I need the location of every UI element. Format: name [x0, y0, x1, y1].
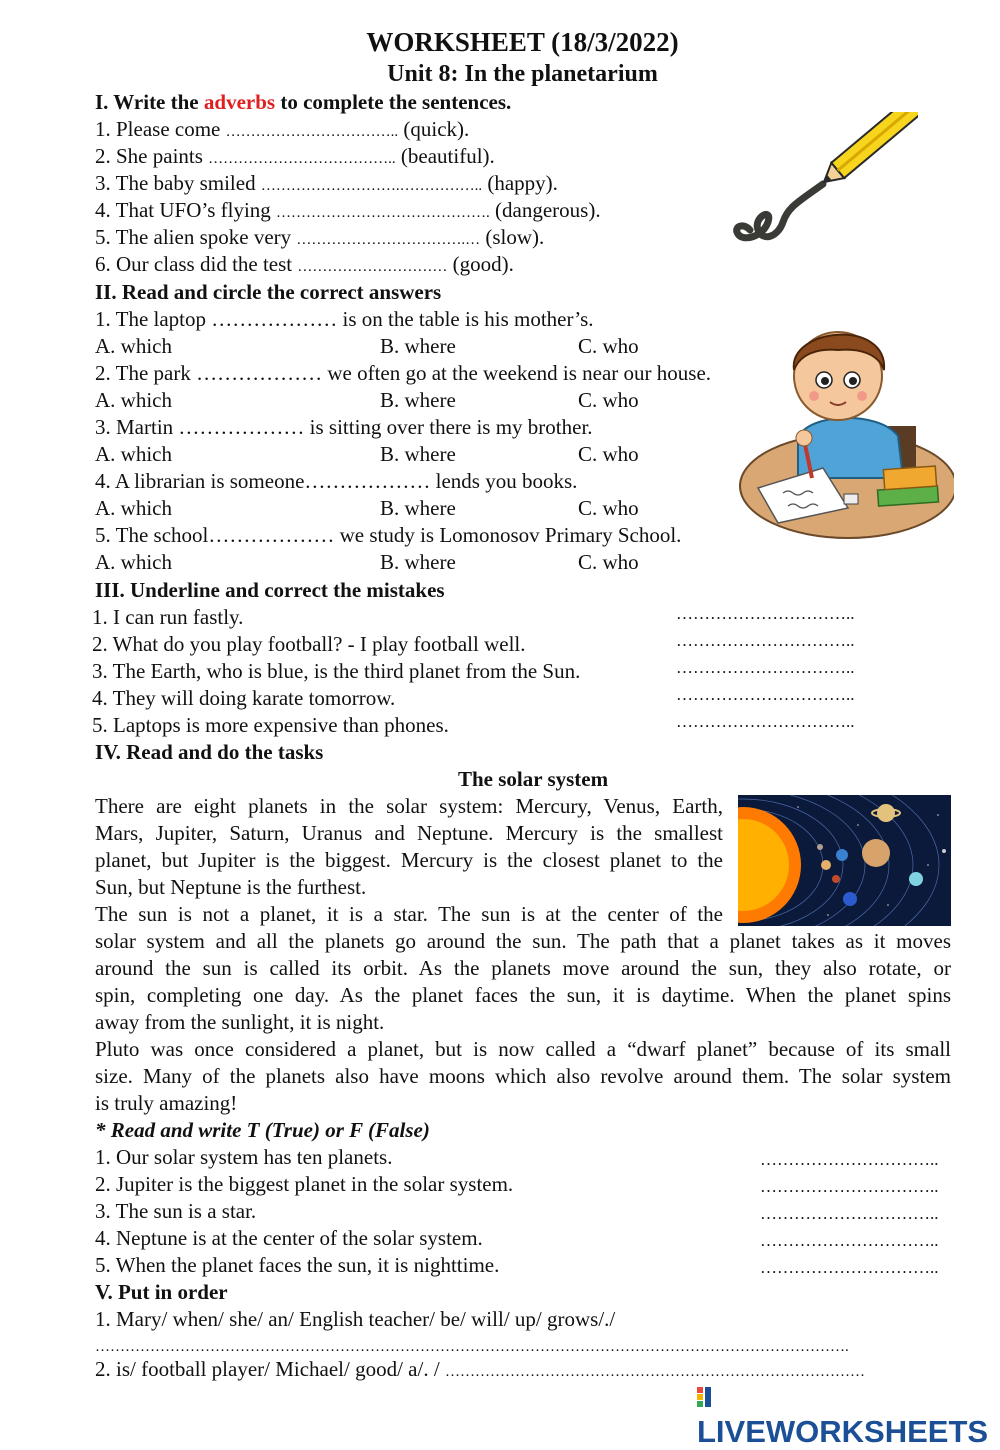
- mistake-sentence: 1. I can run fastly.: [92, 605, 244, 629]
- question-text: 1. Please come: [95, 117, 221, 141]
- liveworksheets-logo-icon: [697, 1385, 719, 1409]
- option-a[interactable]: A. which: [95, 388, 172, 412]
- question-text: 2. She paints: [95, 144, 203, 168]
- section1-heading: [95, 89, 511, 116]
- answer-blank[interactable]: …………………………….…: [296, 232, 481, 248]
- option-b[interactable]: B. where: [380, 388, 456, 412]
- pencil-icon: [728, 112, 918, 252]
- paragraph-line: away from the sunlight, it is night.: [95, 1010, 385, 1034]
- true-false-statement: 5. When the planet faces the sun, it is nighttime.: [95, 1253, 500, 1277]
- boy-studying-illustration: [738, 318, 954, 542]
- true-false-statement: 3. The sun is a star.: [95, 1199, 257, 1223]
- question-text: 5. The alien spoke very: [95, 225, 292, 249]
- option-c[interactable]: C. who: [578, 442, 639, 466]
- circle-question: 4. A librarian is someone……………… lends you books.: [95, 469, 578, 493]
- adverb-question: [95, 197, 601, 227]
- liveworksheets-watermark: [697, 1378, 1000, 1450]
- order-item-2-text: 2. is/ football player/ Michael/ good/ a/. /: [95, 1357, 440, 1381]
- paragraph-line: Pluto was once considered a planet, but is now called a “dwarf planet” because of its small: [95, 1037, 951, 1061]
- reading-title: The solar system: [458, 767, 609, 791]
- circle-question: 1. The laptop ……………… is on the table is his mother’s.: [95, 307, 594, 331]
- section4-heading: IV. Read and do the tasks: [95, 740, 324, 764]
- option-a[interactable]: A. which: [95, 550, 172, 574]
- watermark-text: LIVEWORKSHEETS: [697, 1414, 989, 1449]
- correction-blank[interactable]: …………………………..: [676, 658, 855, 677]
- option-b[interactable]: B. where: [380, 334, 456, 358]
- adverb-question: [95, 143, 495, 173]
- paragraph-line: Sun, but Neptune is the furthest.: [95, 875, 367, 899]
- paragraph-line: The sun is not a planet, it is a star. The sun is at the center of the: [95, 902, 723, 926]
- order-item-1: 1. Mary/ when/ she/ an/ English teacher/ be/ will/ up/ grows/./: [95, 1307, 616, 1331]
- true-false-blank[interactable]: …………………………..: [760, 1231, 939, 1250]
- correction-blank[interactable]: …………………………..: [676, 685, 855, 704]
- worksheet-title: WORKSHEET (18/3/2022): [366, 27, 679, 57]
- paragraph-line: around the sun is called its orbit. As the planets move around the sun, they also rotate, or: [95, 956, 951, 980]
- option-c[interactable]: C. who: [578, 496, 639, 520]
- section3-heading: III. Underline and correct the mistakes: [95, 578, 445, 602]
- question-text: 3. The baby smiled: [95, 171, 256, 195]
- tf-heading: * Read and write T (True) or F (False): [95, 1118, 430, 1142]
- order-item-2-answer-line[interactable]: …………………………………………………………………………: [444, 1364, 865, 1380]
- mistake-sentence: 3. The Earth, who is blue, is the third planet from the Sun.: [92, 659, 581, 683]
- true-false-blank[interactable]: …………………………..: [760, 1258, 939, 1277]
- mistake-sentence: 2. What do you play football? - I play football well.: [92, 632, 526, 656]
- true-false-blank[interactable]: …………………………..: [760, 1177, 939, 1196]
- paragraph-line: is truly amazing!: [95, 1091, 238, 1115]
- question-text: 6. Our class did the test: [95, 252, 293, 276]
- answer-blank[interactable]: ……………………….……………..: [260, 178, 483, 194]
- adverb-question: [95, 170, 558, 200]
- option-b[interactable]: B. where: [380, 550, 456, 574]
- paragraph-line: solar system and all the planets go around the sun. The path that a planet takes as it moves: [95, 929, 951, 953]
- paragraph-line: spin, completing one day. As the planet faces the sun, it is daytime. When the planet spins: [95, 983, 951, 1007]
- option-c[interactable]: C. who: [578, 388, 639, 412]
- true-false-blank[interactable]: …………………………..: [760, 1204, 939, 1223]
- true-false-statement: 2. Jupiter is the biggest planet in the solar system.: [95, 1172, 514, 1196]
- unit-subtitle: Unit 8: In the planetarium: [387, 61, 658, 87]
- question-hint: (slow).: [485, 225, 545, 249]
- paragraph-line: There are eight planets in the solar system: Mercury, Venus, Earth,: [95, 794, 723, 818]
- answer-blank[interactable]: ………………………………..: [208, 151, 396, 167]
- adverb-question: [95, 116, 469, 146]
- answer-blank[interactable]: ……………………………..: [225, 124, 399, 140]
- adverb-question: [95, 224, 544, 254]
- question-hint: (good).: [452, 252, 514, 276]
- correction-blank[interactable]: …………………………..: [676, 604, 855, 623]
- question-hint: (happy).: [487, 171, 558, 195]
- reading-paragraph-wide: [95, 928, 951, 1117]
- section1-heading-post: to complete the sentences.: [275, 90, 512, 114]
- question-text: 4. That UFO’s flying: [95, 198, 271, 222]
- option-c[interactable]: C. who: [578, 334, 639, 358]
- answer-blank[interactable]: …………………………………….: [276, 205, 490, 221]
- true-false-statement: 4. Neptune is at the center of the solar system.: [95, 1226, 483, 1250]
- paragraph-line: Mars, Jupiter, Saturn, Uranus and Neptune. Mercury is the smallest: [95, 821, 723, 845]
- adverb-question: [95, 251, 514, 281]
- option-a[interactable]: A. which: [95, 334, 172, 358]
- correction-blank[interactable]: …………………………..: [676, 631, 855, 650]
- paragraph-line: size. Many of the planets also have moons which also revolve around them. The solar system: [95, 1064, 951, 1088]
- correction-blank[interactable]: …………………………..: [676, 712, 855, 731]
- section1-heading-pre: I. Write the: [95, 90, 204, 114]
- circle-question: 5. The school……………… we study is Lomonosov Primary School.: [95, 523, 682, 547]
- paragraph-line: planet, but Jupiter is the biggest. Mercury is the closest planet to the: [95, 848, 723, 872]
- question-hint: (beautiful).: [400, 144, 495, 168]
- option-a[interactable]: A. which: [95, 496, 172, 520]
- option-b[interactable]: B. where: [380, 496, 456, 520]
- reading-paragraph-narrow: [95, 793, 723, 928]
- true-false-statement: 1. Our solar system has ten planets.: [95, 1145, 393, 1169]
- section1-heading-highlight: adverbs: [203, 90, 276, 114]
- option-a[interactable]: A. which: [95, 442, 172, 466]
- question-hint: (dangerous).: [495, 198, 601, 222]
- true-false-blank[interactable]: …………………………..: [760, 1150, 939, 1169]
- option-c[interactable]: C. who: [578, 550, 639, 574]
- mistake-sentence: 5. Laptops is more expensive than phones.: [92, 713, 449, 737]
- section2-heading: II. Read and circle the correct answers: [95, 280, 442, 304]
- section5-heading: V. Put in order: [95, 1280, 228, 1304]
- mistake-sentence: 4. They will doing karate tomorrow.: [92, 686, 396, 710]
- order-item-1-answer-line[interactable]: …………………………………………………………………………………………………………………………………….: [95, 1339, 849, 1355]
- question-hint: (quick).: [403, 117, 470, 141]
- option-b[interactable]: B. where: [380, 442, 456, 466]
- solar-system-image: [738, 795, 951, 926]
- circle-question: 3. Martin ……………… is sitting over there is my brother.: [95, 415, 593, 439]
- answer-blank[interactable]: …………………………: [297, 259, 448, 275]
- circle-question: 2. The park ……………… we often go at the weekend is near our house.: [95, 361, 712, 385]
